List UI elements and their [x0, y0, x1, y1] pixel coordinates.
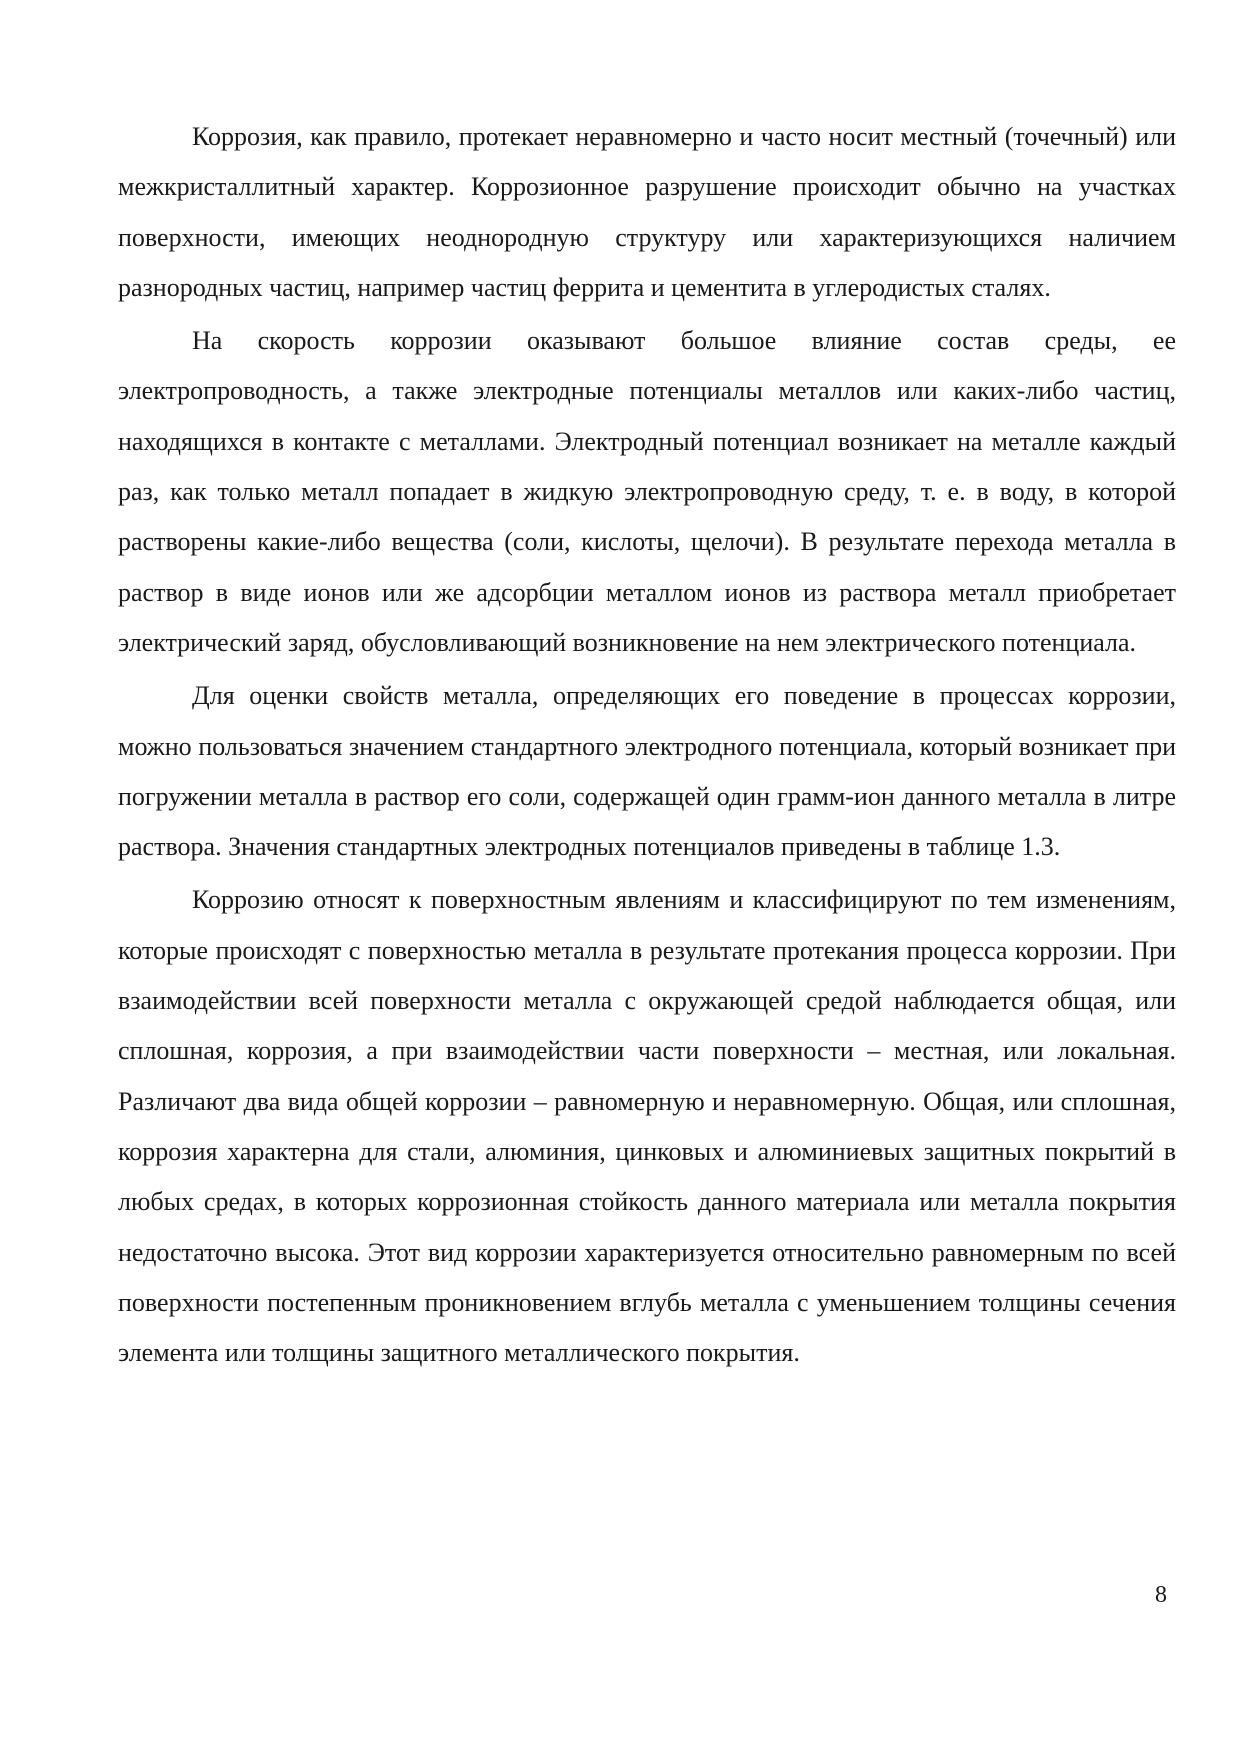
paragraph-corrosion-nature: Коррозия, как правило, протекает неравномерно и часто носит местный (точечный) или межкристаллитный характер. Коррозионное разрушение происходит обычно на участках поверхности, имеющих неоднородную структуру или характеризующихся наличием разнородных частиц, например частиц феррита и цементита в углеродистых сталях. — [118, 122, 1176, 302]
body-text — [118, 112, 1176, 1381]
paragraph-electrode-potential: Для оценки свойств металла, определяющих его поведение в процессах коррозии, можно пользоваться значением стандартного электродного потенциала, который возникает при погружении металла в раствор его соли, содержащей один грамм-ион данного металла в литре раствора. Значения стандартных электродных потенциалов приведены в таблице 1.3. — [118, 681, 1176, 862]
paragraph-corrosion-classification: Коррозию относят к поверхностным явлениям и классифицируют по тем изменениям, которые происходят с поверхностью металла в результате протекания процесса коррозии. При взаимодействии всей поверхности металла с окружающей средой наблюдается общая, или сплошная, коррозия, а при взаимодействии части поверхности – местная, или локальная. Различают два вида общей коррозии – равномерную и неравномерную. Общая, или сплошная, коррозия характерна для стали, алюминия, цинковых и алюминиевых защитных покрытий в любых средах, в которых коррозионная стойкость данного материала или металла покрытия недостаточно высока. Этот вид коррозии характеризуется относительно равномерным по всей поверхности постепенным проникновением вглубь металла с уменьшением толщины сечения элемента или толщины защитного металлического покрытия. — [118, 885, 1176, 1368]
page-number: 8 — [1155, 1582, 1167, 1608]
paragraph-corrosion-rate: На скорость коррозии оказывают большое влияние состав среды, ее электропроводность, а также электродные потенциалы металлов или каких-либо частиц, находящихся в контакте с металлами. Электродный потенциал возникает на металле каждый раз, как только металл попадает в жидкую электропроводную среду, т. е. в воду, в которой растворены какие-либо вещества (соли, кислоты, щелочи). В результате перехода металла в раствор в виде ионов или же адсорбции металлом ионов из раствора металл приобретает электрический заряд, обусловливающий возникновение на нем электрического потенциала. — [118, 326, 1176, 657]
